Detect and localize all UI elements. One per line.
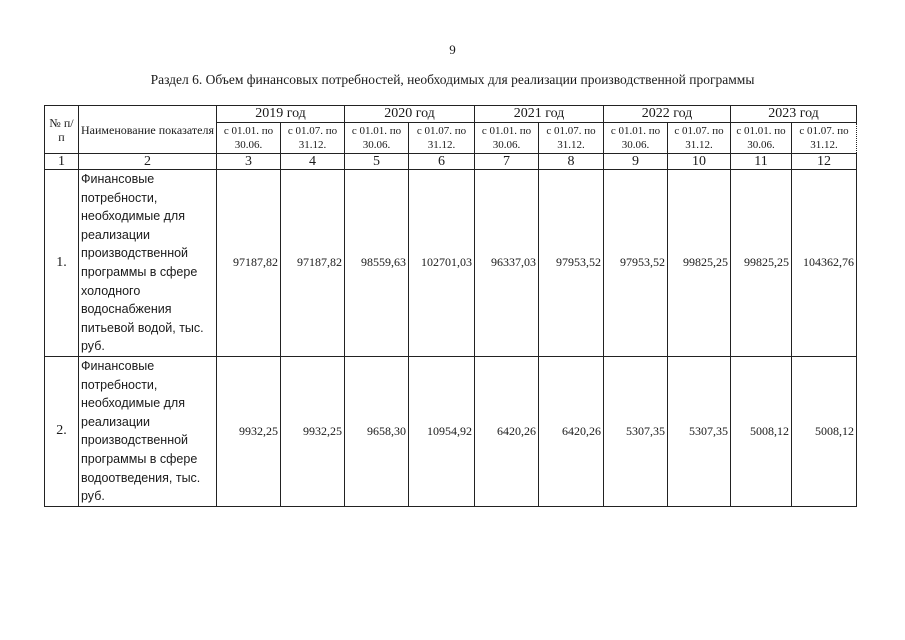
column-number: 2	[79, 154, 217, 170]
value-cell: 104362,76	[792, 170, 857, 357]
value-cell: 99825,25	[731, 170, 792, 357]
column-header-name: Наименование показателя	[79, 106, 217, 154]
period-first-half-3: с 01.01. по 30.06.	[475, 123, 539, 154]
value-cell: 10954,92	[409, 356, 475, 506]
period-first-half-5: с 01.01. по 30.06.	[731, 123, 792, 154]
value-cell: 97953,52	[539, 170, 604, 357]
row-number: 1.	[45, 170, 79, 357]
column-number: 5	[345, 154, 409, 170]
column-number: 6	[409, 154, 475, 170]
period-first-half-4: с 01.01. по 30.06.	[604, 123, 668, 154]
year-header-2020: 2020 год	[345, 106, 475, 123]
period-first-half-1: с 01.01. по 30.06.	[217, 123, 281, 154]
period-second-half-3: с 01.07. по 31.12.	[539, 123, 604, 154]
column-header-no: № п/п	[45, 106, 79, 154]
column-number: 1	[45, 154, 79, 170]
table-row	[45, 356, 857, 506]
column-number: 10	[668, 154, 731, 170]
period-second-half-5: с 01.07. по 31.12.	[792, 123, 857, 154]
column-number: 12	[792, 154, 857, 170]
value-cell: 97187,82	[281, 170, 345, 357]
year-header-2019: 2019 год	[217, 106, 345, 123]
column-number: 9	[604, 154, 668, 170]
column-number: 7	[475, 154, 539, 170]
indicator-name: Финансовые потребности, необходимые для реализации производственной программы в сфере водоотведения, тыс. руб.	[79, 356, 217, 506]
period-second-half-1: с 01.07. по 31.12.	[281, 123, 345, 154]
page-number: 9	[449, 42, 456, 57]
column-number: 8	[539, 154, 604, 170]
period-second-half-4: с 01.07. по 31.12.	[668, 123, 731, 154]
period-first-half-2: с 01.01. по 30.06.	[345, 123, 409, 154]
row-number: 2.	[45, 356, 79, 506]
value-cell: 9932,25	[217, 356, 281, 506]
value-cell: 6420,26	[539, 356, 604, 506]
indicator-name: Финансовые потребности, необходимые для реализации производственной программы в сфере холодного водоснабжения питьевой водой, тыс. руб.	[79, 170, 217, 357]
column-number: 3	[217, 154, 281, 170]
value-cell: 9658,30	[345, 356, 409, 506]
value-cell: 97953,52	[604, 170, 668, 357]
year-header-2021: 2021 год	[475, 106, 604, 123]
value-cell: 96337,03	[475, 170, 539, 357]
column-number: 4	[281, 154, 345, 170]
value-cell: 5307,35	[668, 356, 731, 506]
period-second-half-2: с 01.07. по 31.12.	[409, 123, 475, 154]
header-row-years	[45, 106, 857, 123]
value-cell: 97187,82	[217, 170, 281, 357]
value-cell: 99825,25	[668, 170, 731, 357]
year-header-2022: 2022 год	[604, 106, 731, 123]
value-cell: 5008,12	[731, 356, 792, 506]
value-cell: 9932,25	[281, 356, 345, 506]
value-cell: 6420,26	[475, 356, 539, 506]
value-cell: 5307,35	[604, 356, 668, 506]
header-row-column-numbers	[45, 154, 857, 170]
value-cell: 98559,63	[345, 170, 409, 357]
column-number: 11	[731, 154, 792, 170]
financial-needs-table	[44, 105, 857, 507]
section-title: Раздел 6. Объем финансовых потребностей, необходимых для реализации производственной программы	[150, 72, 755, 87]
value-cell: 102701,03	[409, 170, 475, 357]
year-header-2023: 2023 год	[731, 106, 857, 123]
table-row	[45, 170, 857, 357]
value-cell: 5008,12	[792, 356, 857, 506]
